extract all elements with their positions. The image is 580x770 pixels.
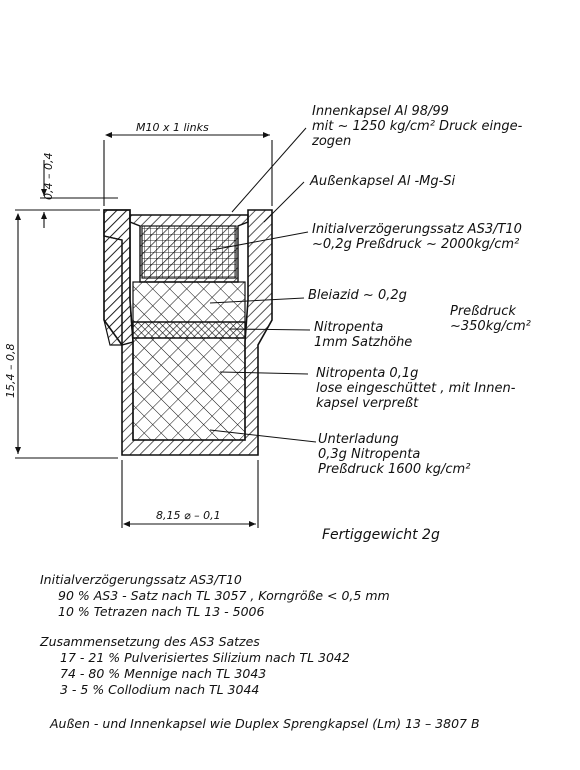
footer-note: Außen - und Innenkapsel wie Duplex Sprengkapsel (Lm) 13 – 3807 B (50, 716, 480, 731)
label-nitropenta2-line2: lose eingeschüttet , mit Innen- (316, 381, 516, 396)
label-nitropenta-layer (314, 320, 412, 350)
length-dimension (15, 160, 118, 458)
label-bleiazid: Bleiazid ~ 0,2g (308, 288, 407, 303)
initial-notes-line2: 10 % Tetrazen nach TL 13 - 5006 (58, 604, 265, 619)
label-nitropenta2-line1: Nitropenta 0,1g (316, 366, 419, 381)
composition-notes (40, 634, 350, 698)
nitropenta-layer (133, 322, 245, 338)
label-aussenkapsel: Außenkapsel Al -Mg-Si (310, 174, 456, 189)
label-innenkapsel (312, 104, 522, 149)
label-nitropenta-loose (316, 366, 515, 411)
label-unterladung-line3: Preßdruck 1600 kg/cm² (318, 462, 471, 477)
label-nitropenta1-line2: 1mm Satzhöhe (314, 335, 413, 350)
label-pressdruck-line1: Preßdruck (450, 304, 516, 319)
label-innenkapsel-line2: mit ~ 1250 kg/cm² Druck einge- (312, 119, 523, 134)
label-pressdruck-line2: ~350kg/cm² (450, 319, 531, 334)
label-nitropenta1-line1: Nitropenta (314, 320, 384, 335)
label-innenkapsel-line3: zogen (312, 134, 352, 149)
initial-delay-charge (142, 226, 236, 278)
label-innenkapsel-line1: Innenkapsel Al 98/99 (312, 104, 449, 119)
base-charge (133, 338, 245, 440)
composition-line2: 74 - 80 % Mennige nach TL 3043 (60, 666, 267, 681)
composition-title: Zusammensetzung des AS3 Satzes (40, 634, 260, 649)
label-unterladung-line1: Unterladung (318, 432, 399, 447)
label-initial-charge (312, 222, 522, 252)
thread-dimension-text: M10 x 1 links (136, 121, 209, 134)
length-dimension-text: 15,4 – 0,8 (4, 343, 17, 398)
composition-line3: 3 - 5 % Collodium nach TL 3044 (60, 682, 260, 697)
label-pressdruck (450, 304, 531, 334)
diameter-dimension-text: 8,15 ⌀ – 0,1 (156, 509, 221, 522)
finished-weight: Fertiggewicht 2g (322, 527, 440, 543)
initial-notes-line1: 90 % AS3 - Satz nach TL 3057 , Korngröße < 0,5 mm (58, 588, 390, 603)
label-initial-line1: Initialverzögerungssatz AS3/T10 (312, 222, 522, 237)
initial-charge-notes (40, 572, 390, 620)
initial-notes-title: Initialverzögerungssatz AS3/T10 (40, 572, 242, 587)
top-step-dimension-text: 0,4 – 0,4 (42, 152, 55, 200)
composition-line1: 17 - 21 % Pulverisiertes Silizium nach TL 3042 (60, 650, 350, 665)
label-unterladung-line2: 0,3g Nitropenta (318, 447, 421, 462)
label-nitropenta2-line3: kapsel verpreßt (316, 396, 419, 411)
label-initial-line2: ~0,2g Preßdruck ~ 2000kg/cm² (312, 237, 520, 252)
label-unterladung (318, 432, 470, 477)
